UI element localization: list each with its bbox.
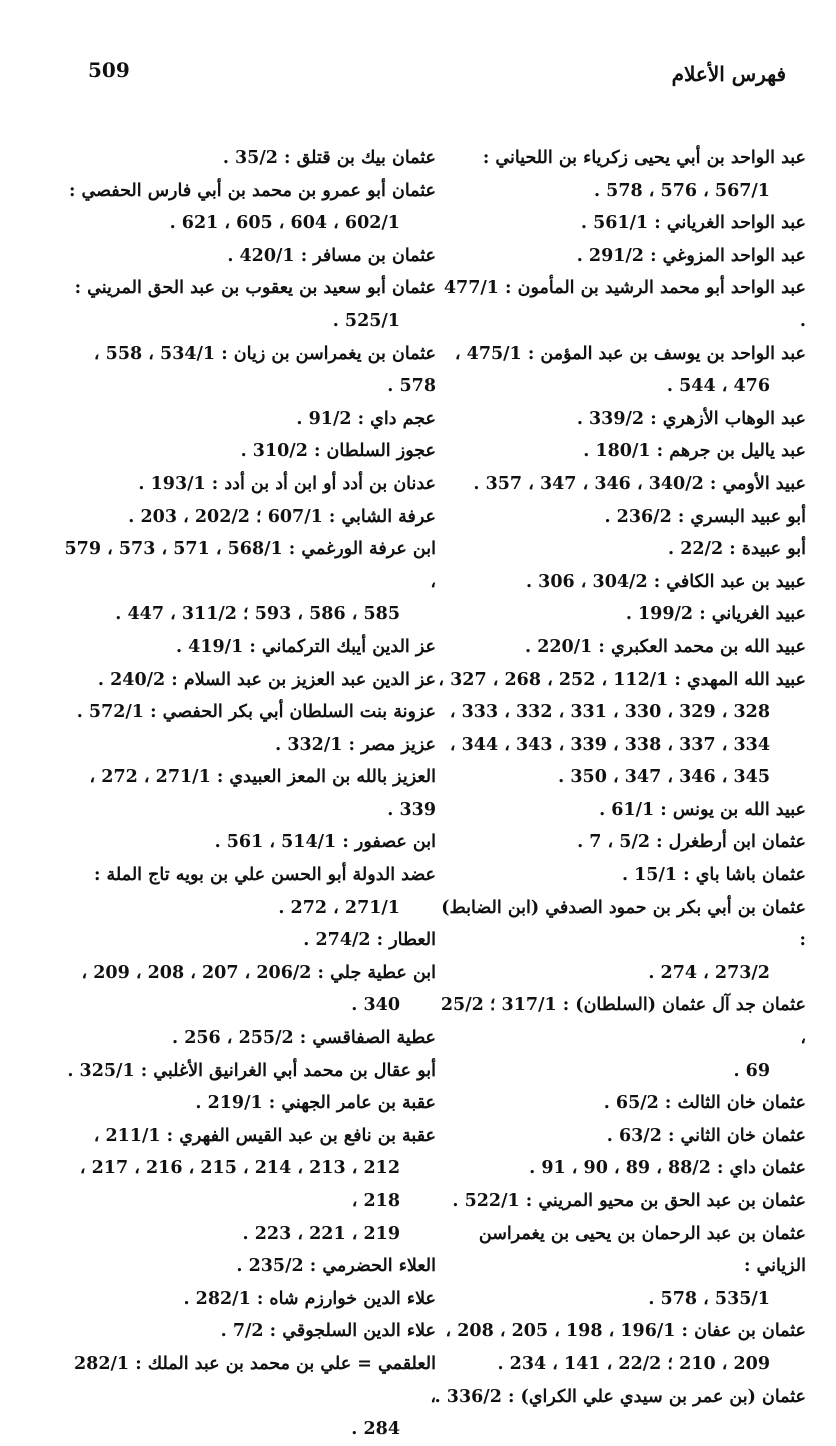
index-entry-text: عبد الواحد أبو محمد الرشيد بن المأمون : 477/1 . xyxy=(443,278,806,331)
index-entry xyxy=(434,468,806,501)
index-entry xyxy=(434,1152,806,1185)
index-entry-text: عثمان (بن عمر بن سيدي علي الكراي) : 336/2 . xyxy=(434,1386,806,1407)
index-entry xyxy=(434,435,806,468)
index-entry-text: أبو عبيد البسري : 236/2 . xyxy=(604,506,806,527)
index-entry xyxy=(64,826,436,859)
index-entry-continuation: 273/2 ، 274 . xyxy=(648,962,770,983)
index-entry-text: عثمان خان الثالث : 65/2 . xyxy=(603,1093,806,1114)
index-entry-text: أبو عقال بن محمد أبي الغرانيق الأغلبي : 325/1 . xyxy=(67,1060,436,1081)
index-entry-text: عبد الوهاب الأزهري : 339/2 . xyxy=(576,408,806,429)
index-entry xyxy=(434,859,806,892)
index-entry xyxy=(434,892,806,990)
index-entry-continuation: 209 ، 210 ؛ 22/2 ، 141 ، 234 . xyxy=(497,1353,770,1374)
index-entry-continuation: 476 ، 544 . xyxy=(666,376,770,397)
index-entry-text: عبيد الله بن محمد العكبري : 220/1 . xyxy=(525,636,806,657)
index-entry-text: عرفة الشابي : 607/1 ؛ 202/2 ، 203 . xyxy=(128,506,436,527)
index-entry xyxy=(64,631,436,664)
index-entry xyxy=(64,142,436,175)
index-entry xyxy=(434,664,806,729)
index-entry-text: عثمان ابن أرطغرل : 5/2 ، 7 . xyxy=(577,832,806,853)
index-entry-text: عبد الواحد الغرياني : 561/1 . xyxy=(580,213,806,234)
index-entry xyxy=(64,696,436,729)
index-entry xyxy=(434,533,806,566)
index-entry xyxy=(434,598,806,631)
index-entry-text: عثمان بن عبد الرحمان بن يحيى بن يغمراسن الزياني : xyxy=(478,1223,806,1277)
index-entry-continuation: 535/1 ، 578 . xyxy=(648,1288,770,1309)
index-entry xyxy=(64,1055,436,1088)
index-entry-text: علاء الدين السلجوقي : 7/2 . xyxy=(220,1321,436,1342)
page-number: 509 xyxy=(88,58,130,82)
index-entry xyxy=(434,1120,806,1153)
index-entry xyxy=(64,1218,436,1251)
index-entry-text: عبيد الغرياني : 199/2 . xyxy=(625,604,806,625)
index-entry-text: عقبة بن نافع بن عبد القيس الفهري : 211/1 ، xyxy=(93,1125,436,1146)
index-entry-text: عثمان بن أبي بكر بن حمود الصدفي (ابن الضابط) : xyxy=(441,897,806,951)
index-entry xyxy=(64,957,436,1022)
index-entry xyxy=(434,142,806,207)
index-entry xyxy=(434,1185,806,1218)
index-entry-text: عزيز مصر : 332/1 . xyxy=(275,734,436,755)
index-entry xyxy=(64,175,436,240)
index-entry xyxy=(434,989,806,1087)
index-entry xyxy=(434,1218,806,1316)
index-entry-text: علاء الدين خوارزم شاه : 282/1 . xyxy=(183,1288,436,1309)
index-entry xyxy=(64,1022,436,1055)
index-entry-text: ابن عصفور : 514/1 ، 561 . xyxy=(214,832,436,853)
index-entry xyxy=(434,794,806,827)
index-entry-text: أبو عبيدة : 22/2 . xyxy=(668,539,806,560)
index-entry-text: العلقمي = علي بن محمد بن عبد الملك : 282/1 ، xyxy=(74,1353,436,1407)
index-entry-text: عجم داي : 91/2 . xyxy=(296,408,436,429)
index-entry xyxy=(64,1315,436,1348)
index-entry xyxy=(64,761,436,826)
index-entry-text: عبد الواحد بن أبي يحيى زكرياء بن اللحياني : xyxy=(482,148,806,168)
index-column-left xyxy=(64,142,436,1446)
index-entry xyxy=(434,1315,806,1380)
index-entry xyxy=(64,1087,436,1120)
index-entry xyxy=(64,533,436,631)
index-entry-text: عز الدين أيبك التركماني : 419/1 . xyxy=(175,636,436,657)
index-entry-text: عبد الواحد المزوغي : 291/2 . xyxy=(576,245,806,266)
index-entry-text: عثمان بيك بن قتلق : 35/2 . xyxy=(222,148,436,168)
index-entry-text: عبيد بن عبد الكافي : 304/2 ، 306 . xyxy=(525,571,806,592)
index-entry xyxy=(434,501,806,534)
index-entry-text: عز الدين عبد العزيز بن عبد السلام : 240/2 . xyxy=(97,669,436,690)
index-entry xyxy=(434,272,806,337)
index-entry-text: عثمان باشا باي : 15/1 . xyxy=(621,865,806,886)
index-entry-text: عقبة بن عامر الجهني : 219/1 . xyxy=(195,1093,436,1114)
index-entry-continuation: 212 ، 213 ، 214 ، 215 ، 216 ، 217 ، 218 ، xyxy=(79,1158,400,1211)
index-entry-text: عثمان أبو سعيد بن يعقوب بن عبد الحق المريني : xyxy=(74,278,436,299)
index-entry xyxy=(64,1348,436,1446)
index-entry xyxy=(64,924,436,957)
index-entry-text: عبد ياليل بن جرهم : 180/1 . xyxy=(583,441,806,462)
index-entry-text: عطية الصفاقسي : 255/2 ، 256 . xyxy=(172,1028,436,1049)
index-entry-text: عثمان بن عفان : 196/1 ، 198 ، 205 ، 208 ، xyxy=(445,1321,806,1342)
index-entry xyxy=(64,272,436,337)
index-entry xyxy=(434,403,806,436)
index-entry-text: عضد الدولة أبو الحسن علي بن بويه تاج الملة : xyxy=(93,865,436,886)
index-entry-text: العزيز بالله بن المعز العبيدي : 271/1 ، 272 ، 339 . xyxy=(89,767,436,820)
index-entry-continuation: 284 . xyxy=(351,1419,400,1440)
index-entry xyxy=(64,1120,436,1218)
index-entry-continuation: 69 . xyxy=(733,1060,770,1081)
index-entry xyxy=(434,826,806,859)
index-entry xyxy=(434,729,806,762)
index-entry-text: عثمان بن يغمراسن بن زيان : 534/1 ، 558 ، 578 . xyxy=(93,343,436,397)
index-entry-text: عبيد الله بن يونس : 61/1 . xyxy=(599,799,806,820)
index-entry xyxy=(64,1283,436,1316)
index-entry xyxy=(64,403,436,436)
index-entry-continuation: 602/1 ، 604 ، 605 ، 621 . xyxy=(169,213,400,234)
index-entry-text: عثمان جد آل عثمان (السلطان) : 317/1 ؛ 25/2 ، xyxy=(440,995,806,1049)
index-entry xyxy=(434,1381,806,1414)
index-entry xyxy=(434,338,806,403)
index-entry xyxy=(64,859,436,924)
index-entry-text: عبد الواحد بن يوسف بن عبد المؤمن : 475/1 ، xyxy=(454,343,806,364)
index-entry xyxy=(64,501,436,534)
index-entry-text: عزونة بنت السلطان أبي بكر الحفصي : 572/1 . xyxy=(76,702,436,723)
index-entry xyxy=(64,240,436,273)
index-entry xyxy=(64,1250,436,1283)
index-entry-text: العلاء الحضرمي : 235/2 . xyxy=(236,1256,436,1277)
index-entry-continuation: 345 ، 346 ، 347 ، 350 . xyxy=(558,767,770,788)
index-entry-text: عثمان بن مسافر : 420/1 . xyxy=(227,245,436,266)
index-entry xyxy=(434,207,806,240)
index-entry-text: عبيد الله المهدي : 112/1 ، 252 ، 268 ، 327 ، xyxy=(438,669,806,690)
index-entry-text: عبيد الأومي : 340/2 ، 346 ، 347 ، 357 . xyxy=(473,473,806,494)
index-entry xyxy=(64,338,436,403)
index-entry xyxy=(434,761,806,794)
index-column-right xyxy=(434,142,806,1413)
page-header: فهرس الأعلام xyxy=(671,62,786,86)
index-entry-continuation: 328 ، 329 ، 330 ، 331 ، 332 ، 333 ، xyxy=(449,702,770,723)
index-entry-text: عثمان أبو عمرو بن محمد بن أبي فارس الحفصي : xyxy=(68,180,436,201)
index-entry xyxy=(64,729,436,762)
index-entry xyxy=(434,1087,806,1120)
index-entry-continuation: 271/1 ، 272 . xyxy=(278,897,400,918)
index-entry xyxy=(434,631,806,664)
index-entry-text: عدنان بن أدد أو ابن أد بن أدد : 193/1 . xyxy=(138,473,436,494)
index-entry-continuation: 567/1 ، 576 ، 578 . xyxy=(593,180,770,201)
index-entry-text: العطار : 274/2 . xyxy=(303,930,436,951)
index-entry-continuation: 219 ، 221 ، 223 . xyxy=(242,1223,400,1244)
index-entry-text: عثمان خان الثاني : 63/2 . xyxy=(606,1125,806,1146)
index-entry-text: عثمان داي : 88/2 ، 89 ، 90 ، 91 . xyxy=(529,1158,806,1179)
index-entry-continuation: 585 ، 586 ، 593 ؛ 311/2 ، 447 . xyxy=(115,604,400,625)
index-entry-text: ابن عرفة الورغمي : 568/1 ، 571 ، 573 ، 579 ، xyxy=(64,539,436,592)
index-entry xyxy=(434,566,806,599)
index-entry-text: ابن عطية جلي : 206/2 ، 207 ، 208 ، 209 ، xyxy=(81,962,436,983)
index-entry xyxy=(64,664,436,697)
index-entry-continuation: 340 . xyxy=(351,995,400,1016)
index-entry-continuation: 334 ، 337 ، 338 ، 339 ، 343 ، 344 ، xyxy=(449,734,770,755)
index-entry-text: عجوز السلطان : 310/2 . xyxy=(240,441,436,462)
index-entry-text: عثمان بن عبد الحق بن محيو المريني : 522/1 . xyxy=(452,1191,806,1211)
index-entry xyxy=(64,435,436,468)
index-entry xyxy=(64,468,436,501)
index-entry xyxy=(434,240,806,273)
index-entry-continuation: 525/1 . xyxy=(332,310,400,331)
